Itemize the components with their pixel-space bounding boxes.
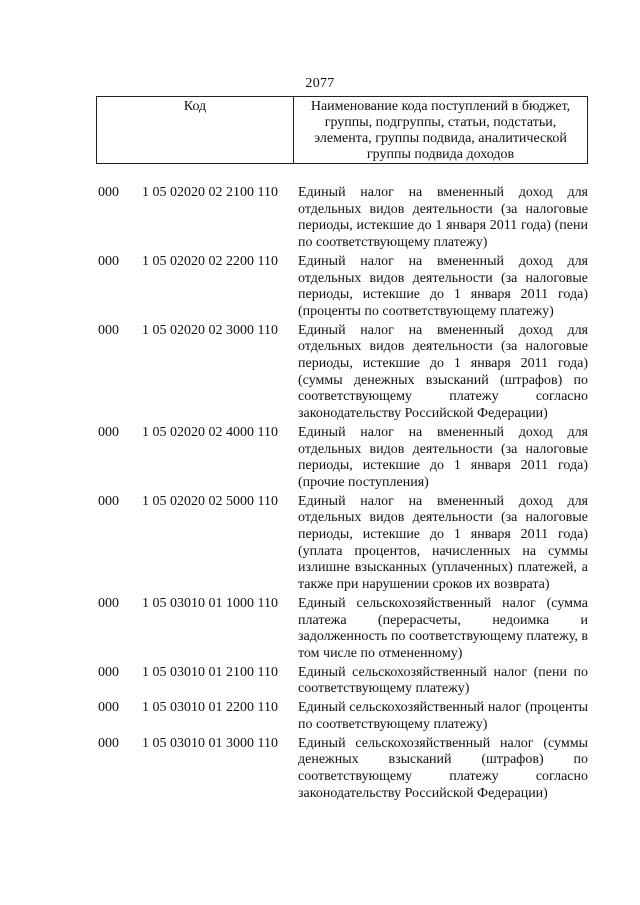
admin-code: 000 [98,700,119,716]
table-row [98,596,590,663]
table-row [98,700,590,733]
admin-code: 000 [98,424,119,440]
income-description: Единый сельскохозяйственный налог (пени по соответствующему платежу) [298,664,588,697]
income-code: 1 05 02020 02 2100 110 [142,185,278,200]
page-number: 2077 [305,76,335,91]
admin-code: 000 [98,493,119,509]
income-code: 1 05 02020 02 3000 110 [142,322,278,338]
income-description: Единый налог на вмененный доход для отдельных видов деятельности (за налоговые периоды, истекшие до 1 января 2011 года) (прочие поступления) [298,424,588,490]
income-code: 1 05 03010 01 2200 110 [142,700,278,716]
header-code-label: Код [97,97,294,163]
admin-code: 000 [98,322,119,338]
admin-code: 000 [98,735,119,751]
income-code: 1 05 02020 02 2200 110 [142,253,278,269]
admin-code: 000 [98,185,119,200]
income-code: 1 05 03010 01 3000 110 [142,735,278,751]
table-row [98,736,590,803]
income-code: 1 05 03010 01 2100 110 [142,664,278,680]
table-row [98,425,590,492]
table-row [98,665,590,698]
income-description: Единый налог на вмененный доход для отдельных видов деятельности (за налоговые периоды, истекшие до 1 января 2011 года) (уплата процентов, начисленных на суммы излишне взысканных (уплаченных) платежей, а также при нарушении сроков их возврата) [298,493,588,593]
income-code: 1 05 02020 02 4000 110 [142,424,278,440]
table-row [98,185,590,252]
income-code-list [98,185,590,802]
admin-code: 000 [98,595,119,611]
income-code: 1 05 02020 02 5000 110 [142,493,278,509]
header-name-label: Наименование кода поступлений в бюджет, группы, подгруппы, статьи, подстатьи, элемента, группы подвида, аналитической группы подвида доходов [310,99,571,162]
income-description: Единый налог на вмененный доход для отдельных видов деятельности (за налоговые периоды, истекшие до 1 января 2011 года) (пени по соответствующему платежу) [298,185,588,251]
admin-code: 000 [98,253,119,269]
income-description: Единый налог на вмененный доход для отдельных видов деятельности (за налоговые периоды, истекшие до 1 января 2011 года) (суммы денежных взысканий (штрафов) по соответствующему платежу согласно законодательству Российской Федерации) [298,322,588,422]
income-description: Единый сельскохозяйственный налог (суммы денежных взысканий (штрафов) по соответствующему платежу согласно законодательству Российской Федерации) [298,735,588,801]
table-row [98,323,590,423]
table-row [98,254,590,321]
table-row [98,494,590,594]
table-header [96,96,588,164]
income-code: 1 05 03010 01 1000 110 [142,595,278,611]
admin-code: 000 [98,664,119,680]
income-description: Единый сельскохозяйственный налог (проценты по соответствующему платежу) [298,700,588,732]
income-description: Единый налог на вмененный доход для отдельных видов деятельности (за налоговые периоды, истекшие до 1 января 2011 года) (проценты по соответствующему платежу) [298,253,588,319]
income-description: Единый сельскохозяйственный налог (сумма платежа (перерасчеты, недоимка и задолженность по соответствующему платежу, в том числе по отмененному) [298,595,588,661]
